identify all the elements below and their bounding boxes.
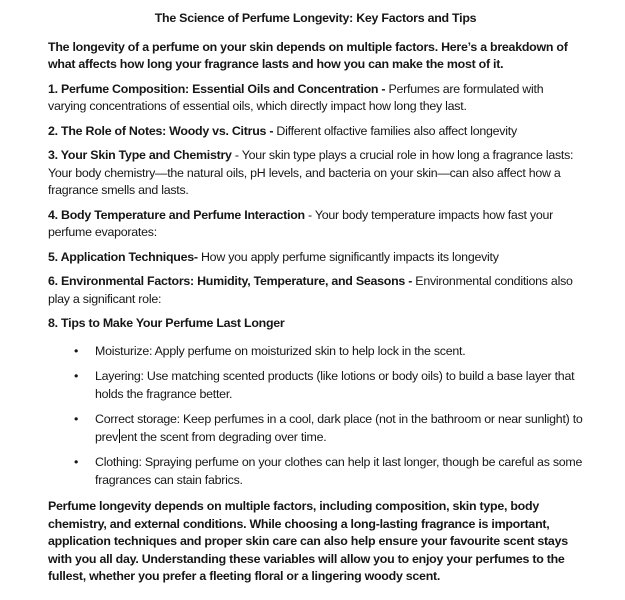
section-4-heading: 4. Body Temperature and Perfume Interaction (48, 207, 305, 222)
tip-text: Moisturize: Apply perfume on moisturized skin to help lock in the scent. (95, 343, 466, 358)
section-4-paragraph (48, 207, 583, 242)
section-4-body: - Your body temperature impacts how fast your perfume evaporates: (48, 207, 554, 239)
list-item-clothing (48, 454, 583, 489)
section-6-body: Environmental conditions also play a significant role: (48, 274, 573, 306)
section-1-heading: 1. Perfume Composition: Essential Oils and Concentration - (48, 81, 386, 96)
section-5-paragraph (48, 249, 583, 267)
bullet-icon: • (74, 369, 79, 383)
section-2-body: Different olfactive families also affect longevity (273, 123, 517, 138)
tip-text-after-caret: ent the scent from degrading over time. (120, 429, 327, 444)
section-6-heading: 6. Environmental Factors: Humidity, Temperature, and Seasons - (48, 274, 413, 288)
list-item-layering (48, 368, 583, 403)
document-title: The Science of Perfume Longevity: Key Factors and Tips (154, 11, 477, 25)
section-1-paragraph (48, 81, 583, 116)
tips-list (48, 343, 583, 490)
list-item-correct-storage (48, 411, 583, 446)
section-2-heading: 2. The Role of Notes: Woody vs. Citrus - (48, 123, 274, 138)
section-8-heading: 8. Tips to Make Your Perfume Last Longer (48, 316, 285, 330)
bullet-icon: • (74, 412, 79, 426)
section-3-paragraph (48, 147, 583, 200)
bullet-icon: • (74, 455, 79, 469)
section-8-paragraph (48, 315, 583, 333)
section-1-body: Perfumes are formulated with varying concentrations of essential oils, which directly impact how long they last. (48, 81, 544, 113)
conclusion-paragraph: Perfume longevity depends on multiple factors, including composition, skin type, body chemistry, and external conditions. While choosing a long-lasting fragrance is important, application techniques and proper skin care can also help ensure your favourite scent stays with you all day. Understanding these variables will allow you to enjoy your perfumes to the fullest, whether you prefer a fleeting floral or a lingering woody scent. (48, 499, 568, 583)
section-2-paragraph (48, 123, 583, 141)
section-5-heading: 5. Application Techniques- (48, 249, 198, 264)
tip-text-before-caret: Correct storage: Keep perfumes in a cool, dark place (not in the bathroom or near sunlight) to prev (95, 412, 583, 444)
section-3-heading: 3. Your Skin Type and Chemistry (48, 148, 232, 162)
tip-text: Layering: Use matching scented products (like lotions or body oils) to build a base layer that holds the fragrance better. (95, 369, 575, 401)
list-item-moisturize (48, 343, 583, 361)
section-5-body: How you apply perfume significantly impacts its longevity (197, 249, 499, 264)
section-6-paragraph (48, 273, 583, 308)
section-3-body: - Your skin type plays a crucial role in how long a fragrance lasts: Your body chemistry—the natural oils, pH levels, and bacteria on your skin—can also affect how a fragrance smells and lasts. (48, 148, 574, 197)
tip-text (95, 412, 583, 444)
tip-text: Clothing: Spraying perfume on your clothes can help it last longer, though be careful as some fragrances can stain fabrics. (95, 455, 583, 487)
bullet-icon: • (74, 343, 79, 358)
intro-paragraph: The longevity of a perfume on your skin depends on multiple factors. Here’s a breakdown of what affects how long your fragrance lasts and how you can make the most of it. (48, 39, 568, 71)
